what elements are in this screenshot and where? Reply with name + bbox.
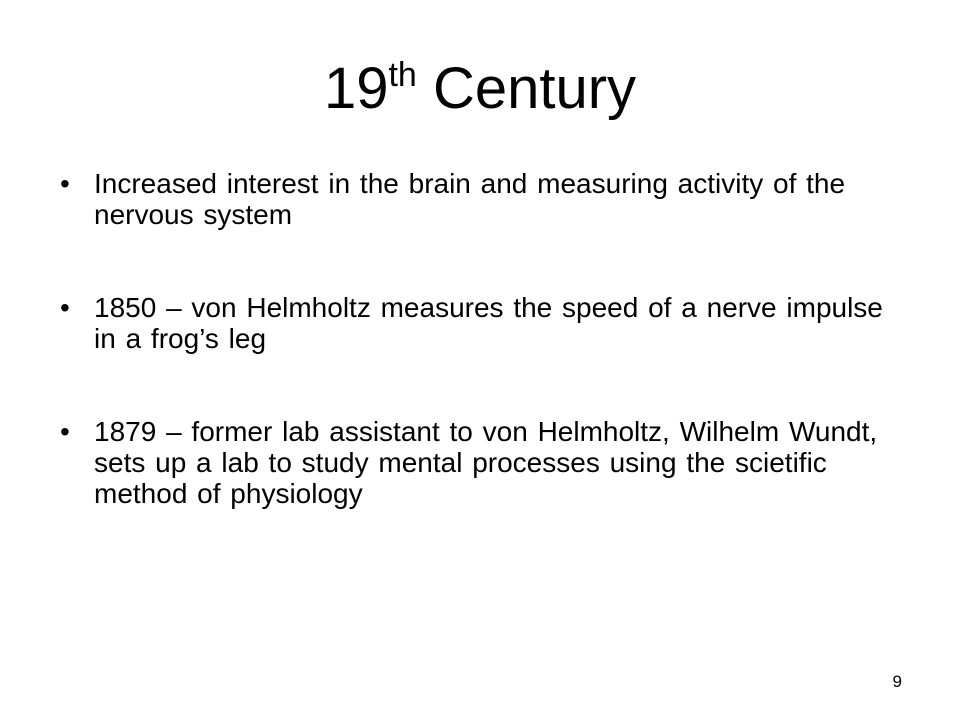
bullet-item [60, 168, 890, 230]
title-number: 19 [323, 56, 389, 121]
bullet-text: Increased interest in the brain and measuring activity of the nervous system [94, 168, 846, 230]
bullet-text: 1879 – former lab assistant to von Helmholtz, Wilhelm Wundt, sets up a lab to study mental processes using the scietific method of physiology [94, 416, 878, 509]
title-text: Century [416, 56, 637, 121]
bullet-list [60, 168, 890, 509]
bullet-icon: • [60, 292, 70, 323]
bullet-icon: • [60, 168, 70, 199]
bullet-icon: • [60, 416, 70, 447]
bullet-item [60, 292, 890, 354]
page-number: 9 [892, 672, 902, 691]
slide-title [0, 54, 960, 124]
title-superscript: th [388, 56, 417, 94]
bullet-text: 1850 – von Helmholtz measures the speed of a nerve impulse in a frog’s leg [94, 292, 883, 354]
bullet-item [60, 416, 890, 509]
